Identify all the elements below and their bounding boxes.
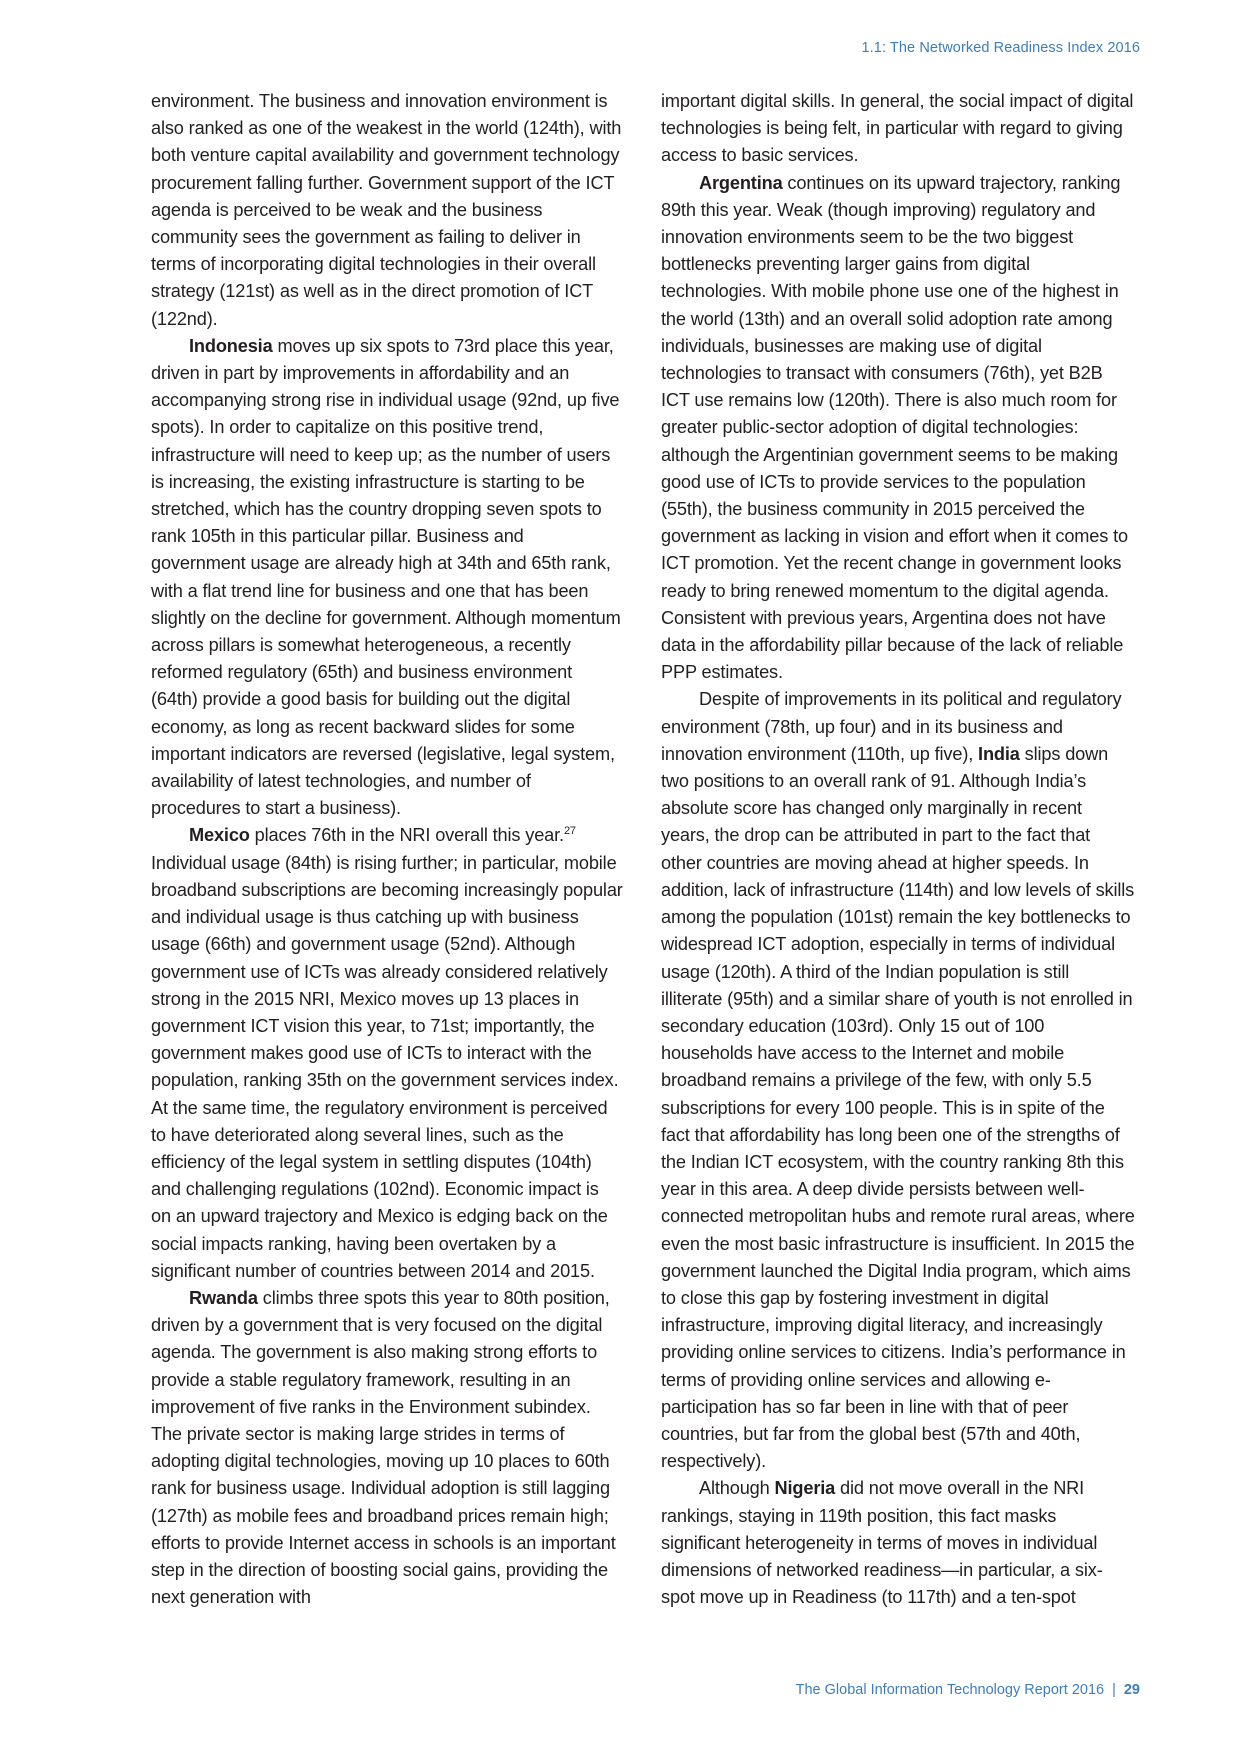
country-name-nigeria: Nigeria	[774, 1478, 836, 1499]
country-name-argentina: Argentina	[699, 172, 783, 193]
paragraph-nigeria	[661, 1475, 1135, 1611]
footer-separator: |	[1112, 1682, 1116, 1698]
paragraph-text: did not move overall in the NRI rankings, staying in 119th position, this fact masks significant heterogeneity in terms of moves in individual dimensions of networked readiness—in particular, a six-spot move up in Readiness (to 117th) and a ten-spot	[661, 1478, 1103, 1608]
paragraph	[661, 88, 1135, 170]
paragraph-indonesia	[151, 333, 623, 823]
paragraph-text: Despite of improvements in its political and regulatory environment (78th, up four) and in its business and innovation environment (110th, up five),	[661, 689, 1122, 764]
paragraph-text: important digital skills. In general, the social impact of digital technologies is being felt, in particular with regard to giving access to basic services.	[661, 91, 1134, 166]
country-name-mexico: Mexico	[189, 825, 250, 846]
paragraph	[151, 88, 623, 333]
country-name-indonesia: Indonesia	[189, 335, 273, 356]
country-name-rwanda: Rwanda	[189, 1287, 258, 1308]
paragraph-text: Individual usage (84th) is rising further; in particular, mobile broadband subscriptions are becoming increasingly popular and individual usage is thus catching up with business usage (66th) and government usage (52nd). Although government use of ICTs was already considered relatively strong in the 2015 NRI, Mexico moves up 13 places in government ICT vision this year, to 71st; importantly, the government makes good use of ICTs to interact with the population, ranking 35th on the government services index. At the same time, the regulatory environment is perceived to have deteriorated along several lines, such as the efficiency of the legal system in settling disputes (104th) and challenging regulations (102nd). Economic impact is on an upward trajectory and Mexico is edging back on the social impacts ranking, having been overtaken by a significant number of countries between 2014 and 2015.	[151, 852, 623, 1281]
paragraph-mexico	[151, 822, 623, 1284]
page-footer	[796, 1682, 1140, 1698]
running-head: 1.1: The Networked Readiness Index 2016	[861, 40, 1140, 56]
right-column	[661, 88, 1135, 1611]
paragraph-text: environment. The business and innovation environment is also ranked as one of the weakest in the world (124th), with both venture capital availability and government technology procurement falling further. Government support of the ICT agenda is perceived to be weak and the business community sees the government as failing to deliver in terms of incorporating digital technologies in their overall strategy (121st) as well as in the direct promotion of ICT (122nd).	[151, 91, 622, 329]
paragraph-text: Although	[699, 1478, 775, 1499]
paragraph-rwanda	[151, 1285, 623, 1611]
page-number: 29	[1123, 1682, 1140, 1698]
paragraph-text: moves up six spots to 73rd place this year, driven in part by improvements in affordability and an accompanying strong rise in individual usage (92nd, up five spots). In order to capitalize on this positive trend, infrastructure will need to keep up; as the number of users is increasing, the existing infrastructure is starting to be stretched, which has the country dropping seven spots to rank 105th in this particular pillar. Business and government usage are already high at 34th and 65th rank, with a flat trend line for business and one that has been slightly on the decline for government. Although momentum across pillars is somewhat heterogeneous, a recently reformed regulatory (65th) and business environment (64th) provide a good basis for building out the digital economy, as long as recent backward slides for some important indicators are reversed (legislative, legal system, availability of latest technologies, and number of procedures to start a business).	[151, 335, 621, 819]
paragraph-india	[661, 686, 1135, 1475]
publication-title: The Global Information Technology Report 2016	[795, 1682, 1105, 1698]
paragraph-text: slips down two positions to an overall rank of 91. Although India’s absolute score has changed only marginally in recent years, the drop can be attributed in part to the fact that other countries are moving ahead at higher speeds. In addition, lack of infrastructure (114th) and low levels of skills among the population (101st) remain the key bottlenecks to widespread ICT adoption, especially in terms of individual usage (120th). A third of the Indian population is still illiterate (95th) and a similar share of youth is not enrolled in secondary education (103rd). Only 15 out of 100 households have access to the Internet and mobile broadband remains a privilege of the few, with only 5.5 subscriptions for every 100 people. This is in spite of the fact that affordability has long been one of the strengths of the Indian ICT ecosystem, with the country ranking 8th this year in this area. A deep divide persists between well-connected metropolitan hubs and remote rural areas, where even the most basic infrastructure is insufficient. In 2015 the government launched the Digital India program, which aims to close this gap by fostering investment in digital infrastructure, improving digital literacy, and increasingly providing online services to citizens. India’s performance in terms of providing online services and allowing e-participation has so far been in line with that of peer countries, but far from the global best (57th and 40th, respectively).	[661, 743, 1135, 1472]
left-column	[151, 88, 623, 1611]
paragraph-text: climbs three spots this year to 80th position, driven by a government that is very focused on the digital agenda. The government is also making strong efforts to provide a stable regulatory framework, resulting in an improvement of five ranks in the Environment subindex. The private sector is making large strides in terms of adopting digital technologies, moving up 10 places to 60th rank for business usage. Individual adoption is still lagging (127th) as mobile fees and broadband prices remain high; efforts to provide Internet access in schools is an important step in the direction of boosting social gains, providing the next generation with	[151, 1287, 616, 1608]
country-name-india: India	[978, 743, 1020, 764]
paragraph-text: places 76th in the NRI overall this year.	[249, 825, 564, 846]
paragraph-argentina	[661, 170, 1135, 687]
paragraph-text: continues on its upward trajectory, ranking 89th this year. Weak (though improving) regulatory and innovation environments seem to be the two biggest bottlenecks preventing larger gains from digital technologies. With mobile phone use one of the highest in the world (13th) and an overall solid adoption rate among individuals, businesses are making use of digital technologies to transact with consumers (76th), yet B2B ICT use remains low (120th). There is also much room for greater public-sector adoption of digital technologies: although the Argentinian government seems to be making good use of ICTs to provide services to the population (55th), the business community in 2015 perceived the government as lacking in vision and effort when it comes to ICT promotion. Yet the recent change in government looks ready to bring renewed momentum to the digital agenda. Consistent with previous years, Argentina does not have data in the affordability pillar because of the lack of reliable PPP estimates.	[661, 172, 1128, 683]
footnote-ref: 27	[563, 825, 576, 838]
